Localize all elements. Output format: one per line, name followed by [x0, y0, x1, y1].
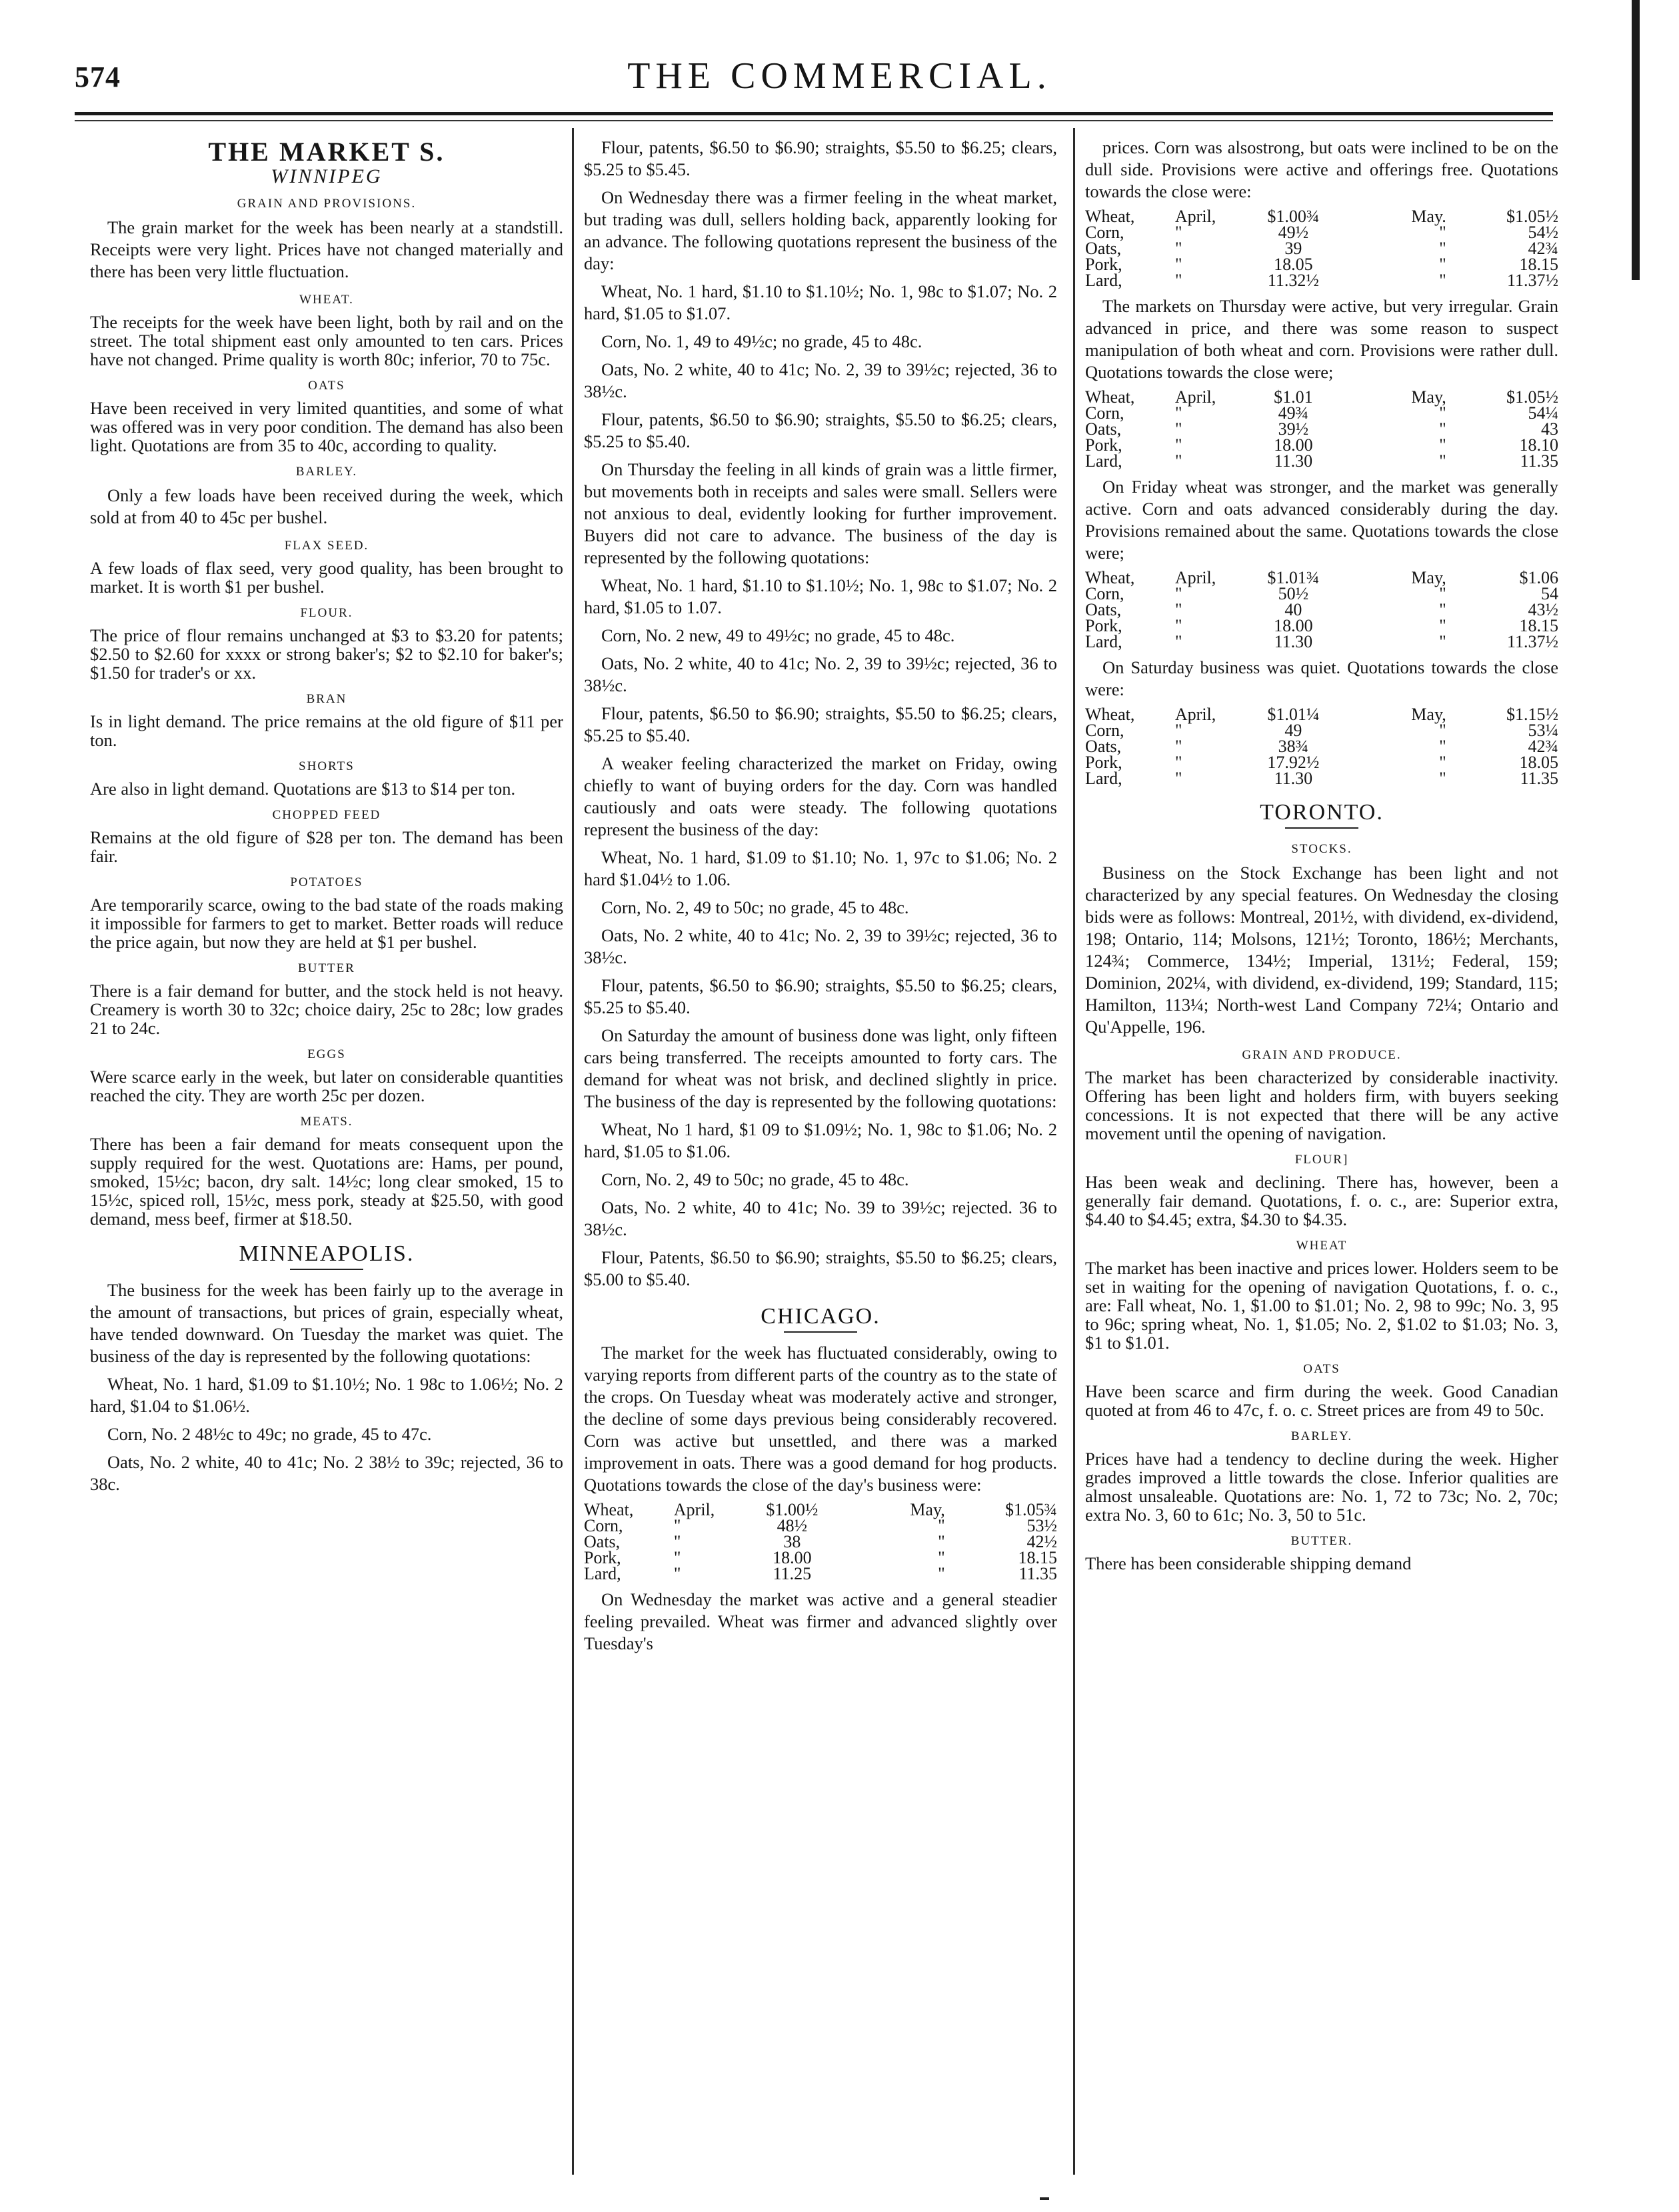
quotation-row	[1085, 634, 1558, 650]
quotation-cell: 43	[1541, 419, 1558, 439]
quotation-cell: "	[1439, 616, 1446, 635]
quotation-row	[1085, 273, 1558, 289]
quotation-cell: "	[1174, 271, 1182, 290]
quotation-cell: "	[938, 1532, 945, 1551]
quotation-cell: "	[1174, 451, 1182, 471]
quotation-cell: "	[673, 1532, 681, 1551]
paragraph: Have been received in very limited quantities, and some of what was offered was in very poor condition. The demand has also been light. Quotations are from 35 to 40c, according to quality.	[90, 398, 563, 455]
paragraph: There has been a fair demand for meats consequent upon the supply required for the west. Quotations are: Hams, per pound, smoked, 15½c; bacon, dry salt. 14½c; long clear smoked, 15 to 15½c, spiced roll, 15½c, mess pork, steady at $25.50, with good demand, mess beef, firmer at $18.50.	[90, 1134, 563, 1229]
subheading: SHORTS	[299, 759, 355, 773]
page-number: 574	[75, 61, 121, 93]
quotation-cell: 38¾	[1278, 737, 1309, 756]
paragraph: Is in light demand. The price remains at the old figure of $11 per ton.	[90, 711, 563, 750]
city-heading: WINNIPEG	[271, 165, 383, 187]
quotation-cell: Oats,	[1085, 600, 1122, 619]
quotation-cell: Corn,	[1085, 223, 1124, 242]
paragraph: The market has been inactive and prices lower. Holders seem to be set in waiting for the opening of navigation Quotations, f. o. c., are: Fall wheat, No. 1, $1.00 to $1.01; No. 2, 98 to 99c; No. 3, 95 to 96c; spring wheat, No. 1, $1.05; No. 2, $1.02 to $1.03; No. 3, $1 to $1.01.	[1085, 1258, 1558, 1353]
quotation-row	[1085, 241, 1558, 257]
quotation-cell: Oats,	[584, 1532, 621, 1551]
quotation-cell: 49½	[1278, 223, 1309, 242]
quotation-table	[1085, 389, 1558, 469]
quotation-cell: "	[1174, 721, 1182, 740]
quotation-cell: 11.25	[773, 1564, 812, 1583]
quotation-table	[1085, 209, 1558, 289]
quotation-cell: 11.35	[1018, 1564, 1057, 1583]
quotation-row	[1085, 209, 1558, 225]
quotation-row	[584, 1502, 1057, 1518]
paragraph: Flour, patents, $6.50 to $6.90; straights, $5.50 to $6.25; clears, $5.25 to $5.40.	[584, 975, 1057, 1017]
subheading: WHEAT	[1296, 1239, 1348, 1253]
quotation-row	[1085, 723, 1558, 739]
quotation-cell: May.	[1411, 207, 1446, 226]
quotation-row	[584, 1550, 1057, 1566]
quotation-cell: 11.37½	[1506, 271, 1558, 290]
subheading: OATS	[308, 379, 345, 393]
paragraph: Business on the Stock Exchange has been light and not characterized by any special features. On Wednesday the closing bids were as follows: Montreal, 201½, with dividend, ex-dividend, 198; Ontario, 114; Molsons, 121½; Toronto, 186½; Merchants, 124¾; Commerce, 134½; Imperial, 131½; Federal, 159; Dominion, 202¼, with dividend, ex-dividend, 199; Standard, 115; Hamilton, 113¼; North-west Land Company 72¼; Ontario and Qu'Appelle, 196.	[1085, 863, 1558, 1037]
quotation-cell: "	[1439, 271, 1446, 290]
quotation-cell: 42¾	[1528, 239, 1558, 258]
subheading: BRAN	[306, 692, 347, 706]
quotation-row	[1085, 225, 1558, 241]
paragraph: Oats, No. 2 white, 40 to 41c; No. 2, 39 to 39½c; rejected, 36 to 38½c.	[584, 653, 1057, 695]
quotation-cell: Pork,	[1085, 616, 1122, 635]
quotation-cell: "	[1439, 255, 1446, 274]
quotation-cell: "	[1439, 737, 1446, 756]
print-mark	[1040, 2197, 1049, 2200]
paragraph: Oats, No. 2 white, 40 to 41c; No. 2, 39 to 39½c; rejected, 36 to 38½c.	[584, 925, 1057, 967]
subheading: WHEAT.	[299, 293, 354, 307]
column-divider	[1073, 128, 1075, 2175]
section-title: THE MARKET S.	[208, 137, 445, 167]
quotation-cell: 42¾	[1528, 737, 1558, 756]
quotation-row	[1085, 437, 1558, 453]
quotation-cell: $1.01	[1274, 387, 1313, 407]
quotation-cell: Wheat,	[1085, 207, 1135, 226]
quotation-cell: 48½	[777, 1516, 808, 1535]
quotation-cell: Pork,	[1085, 255, 1122, 274]
quotation-row	[1085, 755, 1558, 771]
quotation-cell: Pork,	[1085, 753, 1122, 772]
masthead-title: THE COMMERCIAL.	[627, 55, 1052, 97]
quotation-cell: "	[1174, 769, 1182, 788]
quotation-row	[1085, 707, 1558, 723]
quotation-cell: "	[1439, 584, 1446, 603]
quotation-cell: 54	[1541, 584, 1558, 603]
paragraph: A few loads of flax seed, very good quality, has been brought to market. It is worth $1 per bushel.	[90, 558, 563, 597]
quotation-cell: "	[1174, 753, 1182, 772]
quotation-row	[1085, 586, 1558, 602]
quotation-cell: Wheat,	[1085, 568, 1135, 587]
paragraph: Corn, No. 2 48½c to 49c; no grade, 45 to 47c.	[107, 1424, 432, 1444]
city-heading: CHICAGO.	[761, 1304, 880, 1329]
paragraph: Are temporarily scarce, owing to the bad state of the roads making it impossible for farmers to get to market. Better roads will reduce the price again, but now they are held at $1 per bushel.	[90, 895, 563, 952]
quotation-cell: "	[1174, 584, 1182, 603]
quotation-cell: 39½	[1278, 419, 1309, 439]
subheading: POTATOES	[290, 875, 363, 889]
quotation-cell: April,	[1174, 387, 1216, 407]
quotation-cell: Lard,	[584, 1564, 621, 1583]
quotation-cell: 18.00	[773, 1548, 812, 1567]
quotation-cell: 18.05	[1274, 255, 1313, 274]
paragraph: On Wednesday the market was active and a general steadier feeling prevailed. Wheat was firmer and advanced slightly over Tuesday's	[584, 1589, 1057, 1653]
subheading: OATS	[1303, 1362, 1340, 1376]
subheading: MEATS.	[300, 1115, 353, 1129]
quotation-cell: $1.00½	[766, 1500, 819, 1519]
quotation-cell: April,	[1174, 705, 1216, 724]
paragraph: Oats, No. 2 white, 40 to 41c; No. 2, 39 to 39½c; rejected, 36 to 38½c.	[584, 359, 1057, 401]
paragraph: Corn, No. 2, 49 to 50c; no grade, 45 to 48c.	[601, 897, 909, 917]
quotation-cell: 53½	[1026, 1516, 1057, 1535]
paragraph: There has been considerable shipping demand	[1085, 1553, 1412, 1573]
city-heading: TORONTO.	[1260, 800, 1384, 825]
heading-rule	[290, 1269, 363, 1270]
subheading: GRAIN AND PRODUCE.	[1242, 1048, 1402, 1062]
quotation-cell: 17.92½	[1267, 753, 1320, 772]
subheading: BARLEY.	[295, 465, 358, 479]
paragraph: Wheat, No. 1 hard, $1.09 to $1.10½; No. 1 98c to 1.06½; No. 2 hard, $1.04 to $1.06½.	[90, 1374, 563, 1416]
quotation-cell: $1.05½	[1506, 387, 1558, 407]
subheading: BARLEY.	[1290, 1429, 1353, 1443]
paragraph: On Saturday the amount of business done was light, only fifteen cars being transferred. The receipts amounted to forty cars. The demand for wheat was not brisk, and declined slightly in price. The business of the day is represented by the following quotations:	[584, 1025, 1057, 1111]
quotation-cell: Lard,	[1085, 632, 1122, 651]
quotation-cell: "	[1174, 737, 1182, 756]
quotation-cell: 18.10	[1519, 435, 1558, 455]
paragraph: Corn, No. 2, 49 to 50c; no grade, 45 to 48c.	[601, 1169, 909, 1189]
quotation-row	[1085, 421, 1558, 437]
quotation-cell: Corn,	[1085, 721, 1124, 740]
quotation-cell: 49¾	[1278, 403, 1309, 423]
quotation-cell: "	[1439, 721, 1446, 740]
quotation-cell: 18.15	[1519, 255, 1558, 274]
quotation-cell: "	[1439, 403, 1446, 423]
paragraph: Flour, patents, $6.50 to $6.90; straights, $5.50 to $6.25; clears, $5.25 to $5.40.	[584, 703, 1057, 745]
quotation-cell: Oats,	[1085, 737, 1122, 756]
quotation-cell: "	[1439, 451, 1446, 471]
quotation-cell: "	[1174, 403, 1182, 423]
quotation-row	[1085, 739, 1558, 755]
quotation-cell: "	[1174, 239, 1182, 258]
paragraph: On Wednesday there was a firmer feeling in the wheat market, but trading was dull, sellers holding back, apparently looking for an advance. The following quotations represent the business of the day:	[584, 187, 1057, 273]
subheading: BUTTER	[298, 961, 355, 975]
quotation-cell: "	[938, 1516, 945, 1535]
quotation-cell: Wheat,	[1085, 387, 1135, 407]
quotation-cell: 42½	[1026, 1532, 1057, 1551]
quotation-cell: "	[1439, 769, 1446, 788]
paragraph: Wheat, No. 1 hard, $1.09 to $1.10; No. 1, 97c to $1.06; No. 2 hard $1.04½ to 1.06.	[584, 847, 1057, 889]
quotation-table	[1085, 707, 1558, 787]
quotation-cell: "	[1174, 600, 1182, 619]
paragraph: Oats, No. 2 white, 40 to 41c; No. 2 38½ to 39c; rejected, 36 to 38c.	[90, 1452, 563, 1494]
quotation-cell: 18.05	[1519, 753, 1558, 772]
page-edge-bar	[1632, 0, 1640, 280]
quotation-cell: "	[1439, 435, 1446, 455]
quotation-row	[1085, 771, 1558, 787]
quotation-cell: "	[1174, 632, 1182, 651]
quotation-cell: May,	[1411, 387, 1446, 407]
column-3	[1085, 137, 1558, 1579]
quotation-row	[1085, 453, 1558, 469]
quotation-cell: $1.05½	[1506, 207, 1558, 226]
subheading: BUTTER.	[1290, 1534, 1353, 1548]
quotation-cell: 39	[1284, 239, 1302, 258]
quotation-cell: April,	[1174, 207, 1216, 226]
quotation-cell: 50½	[1278, 584, 1309, 603]
paragraph: Remains at the old figure of $28 per ton. The demand has been fair.	[90, 827, 563, 866]
paragraph: Flour, patents, $6.50 to $6.90; straights, $5.50 to $6.25; clears, $5.25 to $5.40.	[584, 409, 1057, 451]
quotation-row	[1085, 405, 1558, 421]
header-rule-thin	[75, 120, 1553, 121]
paragraph: Were scarce early in the week, but later on considerable quantities reached the city. They are worth 25c per dozen.	[90, 1067, 563, 1105]
quotation-cell: 11.30	[1274, 769, 1313, 788]
quotation-cell: "	[1174, 435, 1182, 455]
quotation-cell: $1.01¼	[1267, 705, 1320, 724]
quotation-cell: Wheat,	[584, 1500, 634, 1519]
heading-rule	[1285, 827, 1358, 829]
paragraph: On Friday wheat was stronger, and the market was generally active. Corn and oats advanced considerably during the day. Provisions remained about the same. Quotations towards the close were;	[1085, 477, 1558, 563]
subheading: STOCKS.	[1291, 842, 1352, 856]
quotation-cell: $1.01¾	[1267, 568, 1320, 587]
subheading: FLOUR.	[300, 606, 353, 620]
paragraph: A weaker feeling characterized the market on Friday, owing chiefly to want of buying orders for the day. Corn was handled cautiously and oats were steady. The following quotations represent the business of the day:	[584, 753, 1057, 839]
quotation-cell: 11.32½	[1267, 271, 1319, 290]
quotation-cell: 54¼	[1528, 403, 1558, 423]
quotation-cell: Lard,	[1085, 769, 1122, 788]
paragraph: On Thursday the feeling in all kinds of grain was a little firmer, but movements both in receipts and sales were small. Sellers were not anxious to deal, evidently looking for further improvement. Buyers did not care to advance. The business of the day is represented by the following quotations:	[584, 459, 1057, 567]
paragraph: Are also in light demand. Quotations are $13 to $14 per ton.	[90, 779, 516, 799]
quotation-table	[1085, 570, 1558, 650]
subheading: GRAIN AND PROVISIONS.	[237, 197, 417, 211]
paragraph: The market has been characterized by considerable inactivity. Offering has been light and holders firm, with buyers seeking concessions. It is not expected that there will be any active movement until the opening of navigation.	[1085, 1067, 1558, 1143]
quotation-row	[584, 1566, 1057, 1582]
quotation-cell: "	[1439, 632, 1446, 651]
column-2	[584, 137, 1057, 1661]
quotation-cell: $1.15½	[1506, 705, 1558, 724]
quotation-cell: 11.30	[1274, 451, 1313, 471]
subheading: CHOPPED FEED	[272, 808, 381, 822]
paragraph: Wheat, No 1 hard, $1 09 to $1.09½; No. 1, 98c to $1.06; No. 2 hard, $1.05 to $1.06.	[584, 1119, 1057, 1161]
quotation-cell: 18.00	[1274, 616, 1313, 635]
quotation-cell: "	[1174, 223, 1182, 242]
quotation-cell: "	[1174, 616, 1182, 635]
quotation-cell: "	[938, 1564, 945, 1583]
paragraph: Prices have had a tendency to decline during the week. Higher grades improved a little towards the close. Inferior qualities are almost unsaleable. Quotations are: No. 1, 72 to 73c; No. 2, 70c; extra No. 3, 60 to 61c; No. 3, 50 to 51c.	[1085, 1449, 1558, 1525]
city-heading: MINNEAPOLIS.	[239, 1241, 415, 1266]
quotation-cell: "	[1439, 239, 1446, 258]
paragraph: Corn, No. 1, 49 to 49½c; no grade, 45 to 48c.	[601, 331, 922, 351]
quotation-cell: April,	[673, 1500, 715, 1519]
quotation-cell: "	[673, 1564, 681, 1583]
quotation-cell: "	[1439, 600, 1446, 619]
paragraph: The market for the week has fluctuated considerably, owing to varying reports from different parts of the country as to the state of the crops. On Tuesday wheat was moderately active and stronger, the decline of some days previous being considerably recovered. Corn was active but unsettled, and there was a marked improvement in oats. There was a good demand for hog products. Quotations towards the close of the day's business were:	[584, 1343, 1057, 1495]
column-1	[90, 137, 563, 1501]
quotation-cell: Corn,	[1085, 403, 1124, 423]
quotation-cell: April,	[1174, 568, 1216, 587]
quotation-row	[1085, 257, 1558, 273]
quotation-cell: 54½	[1528, 223, 1558, 242]
subheading: EGGS	[307, 1047, 346, 1061]
quotation-cell: 40	[1284, 600, 1302, 619]
heading-rule	[784, 1331, 857, 1333]
quotation-row	[584, 1518, 1057, 1534]
quotation-cell: Lard,	[1085, 271, 1122, 290]
paragraph: prices. Corn was alsostrong, but oats were inclined to be on the dull side. Provisions were active and offerings free. Quotations towards the close were:	[1085, 137, 1558, 201]
quotation-cell: 11.35	[1520, 769, 1558, 788]
quotation-cell: 43½	[1528, 600, 1558, 619]
paragraph: The markets on Thursday were active, but very irregular. Grain advanced in price, and there was some reason to suspect manipulation of both wheat and corn. Provisions were rather dull. Quotations towards the close were;	[1085, 296, 1558, 382]
subheading: FLAX SEED.	[284, 539, 369, 553]
paragraph: Wheat, No. 1 hard, $1.10 to $1.10½; No. 1, 98c to $1.07; No. 2 hard, $1.05 to 1.07.	[584, 575, 1057, 617]
quotation-cell: May,	[1411, 568, 1446, 587]
quotation-cell: Corn,	[584, 1516, 623, 1535]
quotation-cell: 38	[783, 1532, 801, 1551]
quotation-cell: May,	[1411, 705, 1446, 724]
quotation-cell: $1.05¾	[1005, 1500, 1057, 1519]
quotation-row	[1085, 389, 1558, 405]
quotation-cell: 11.37½	[1506, 632, 1558, 651]
quotation-row	[1085, 602, 1558, 618]
quotation-table	[584, 1502, 1057, 1582]
quotation-cell: "	[938, 1548, 945, 1567]
quotation-cell: Pork,	[584, 1548, 621, 1567]
quotation-cell: Lard,	[1085, 451, 1122, 471]
column-divider	[572, 128, 574, 2175]
quotation-cell: "	[673, 1548, 681, 1567]
paragraph: Corn, No. 2 new, 49 to 49½c; no grade, 45 to 48c.	[601, 625, 955, 645]
paragraph: Flour, Patents, $6.50 to $6.90; straights, $5.50 to $6.25; clears, $5.00 to $5.40.	[584, 1247, 1057, 1289]
subheading: FLOUR]	[1294, 1153, 1349, 1167]
quotation-cell: $1.00¾	[1267, 207, 1320, 226]
quotation-cell: $1.06	[1519, 568, 1558, 587]
paragraph: The grain market for the week has been nearly at a standstill. Receipts were very light. Prices have not changed materially and there has been very little fluctuation.	[90, 217, 563, 281]
paragraph: Has been weak and declining. There has, however, been a generally fair demand. Quotations, f. o. c., are: Superior extra, $4.40 to $4.45; extra, $4.30 to $4.35.	[1085, 1172, 1558, 1229]
paragraph: The business for the week has been fairly up to the average in the amount of transactions, but prices of grain, especially wheat, have tended downward. On Tuesday the market was quiet. The business of the day is represented by the following quotations:	[90, 1280, 563, 1366]
quotation-cell: 11.30	[1274, 632, 1313, 651]
quotation-row	[584, 1534, 1057, 1550]
quotation-cell: May,	[910, 1500, 945, 1519]
quotation-cell: Corn,	[1085, 584, 1124, 603]
paragraph: There is a fair demand for butter, and the stock held is not heavy. Creamery is worth 30 to 32c; choice dairy, 25c to 28c; low grades 21 to 24c.	[90, 981, 563, 1038]
quotation-cell: "	[1439, 223, 1446, 242]
quotation-cell: 18.15	[1519, 616, 1558, 635]
quotation-cell: 49	[1284, 721, 1302, 740]
paragraph: Oats, No. 2 white, 40 to 41c; No. 39 to 39½c; rejected. 36 to 38½c.	[584, 1197, 1057, 1239]
quotation-row	[1085, 570, 1558, 586]
paragraph: On Saturday business was quiet. Quotations towards the close were:	[1085, 657, 1558, 699]
header-rule	[75, 112, 1553, 115]
paragraph: Only a few loads have been received during the week, which sold at from 40 to 45c per bushel.	[90, 485, 563, 527]
paragraph: Flour, patents, $6.50 to $6.90; straights, $5.50 to $6.25; clears, $5.25 to $5.45.	[584, 137, 1057, 179]
quotation-cell: Wheat,	[1085, 705, 1135, 724]
quotation-cell: Oats,	[1085, 419, 1122, 439]
quotation-cell: 18.00	[1274, 435, 1313, 455]
quotation-cell: "	[1439, 419, 1446, 439]
quotation-cell: "	[1174, 419, 1182, 439]
quotation-cell: 18.15	[1018, 1548, 1057, 1567]
quotation-cell: Oats,	[1085, 239, 1122, 258]
paragraph: The price of flour remains unchanged at $3 to $3.20 for patents; $2.50 to $2.60 for xxxx or strong baker's; $2 to $2.10 for baker's; $1.50 for trader's or xx.	[90, 625, 563, 683]
paragraph: Have been scarce and firm during the week. Good Canadian quoted at from 46 to 47c, f. o. c. Street prices are from 49 to 50c.	[1085, 1381, 1558, 1420]
paragraph: Wheat, No. 1 hard, $1.10 to $1.10½; No. 1, 98c to $1.07; No. 2 hard, $1.05 to $1.07.	[584, 281, 1057, 323]
quotation-cell: 53¼	[1528, 721, 1558, 740]
quotation-cell: Pork,	[1085, 435, 1122, 455]
quotation-cell: "	[1174, 255, 1182, 274]
quotation-row	[1085, 618, 1558, 634]
quotation-cell: "	[673, 1516, 681, 1535]
quotation-cell: 11.35	[1520, 451, 1558, 471]
quotation-cell: "	[1439, 753, 1446, 772]
paragraph: The receipts for the week have been light, both by rail and on the street. The total shipment east only amounted to ten cars. Prices have not changed. Prime quality is worth 80c; inferior, 70 to 75c.	[90, 312, 563, 369]
